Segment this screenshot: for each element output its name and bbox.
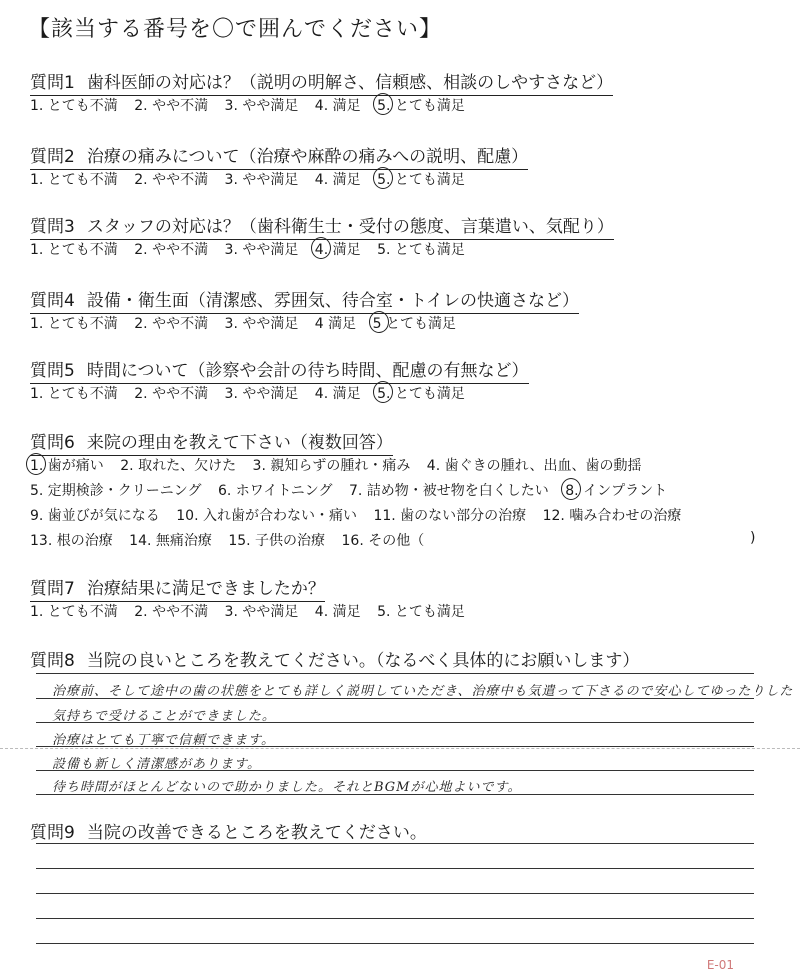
question-2-text: 治療の痛みについて（治療や麻酔の痛みへの説明、配慮）: [86, 147, 529, 167]
question-9-text: 当院の改善できるところを教えてください。: [86, 823, 427, 843]
q2-option-3[interactable]: 3. やや満足: [224, 172, 299, 188]
question-7-number: 質問7: [30, 579, 75, 599]
question-7-options: [30, 601, 477, 621]
q6-row-1: [30, 455, 693, 480]
question-6-options: [30, 455, 693, 555]
q6-option-3[interactable]: 3. 親知らずの腫れ・痛み: [252, 458, 411, 474]
q3-option-1[interactable]: 1. とても不満: [30, 242, 118, 258]
handwritten-answer-line-5: 待ち時間がほとんどないので助かりました。それとBGMが心地よいです。: [52, 780, 522, 795]
question-5-text: 時間について（診察や会計の待ち時間、配慮の有無など）: [86, 361, 529, 381]
selection-circle-mark: [373, 381, 393, 403]
q6-option-1[interactable]: 1. 歯が痛い: [30, 455, 104, 475]
q6-option-12[interactable]: 12. 噛み合わせの治療: [542, 508, 682, 524]
q1-option-5[interactable]: 5. とても満足: [377, 95, 465, 115]
handwritten-answer-line-1: 治療前、そして途中の歯の状態をとても詳しく説明していただき、治療中も気遣って下さるので安心してゆったりした: [52, 684, 794, 699]
q2-option-4[interactable]: 4. 満足: [314, 172, 361, 188]
q3-option-3[interactable]: 3. やや満足: [224, 242, 299, 258]
q5-option-5[interactable]: 5. とても満足: [377, 383, 465, 403]
answer-line: [36, 794, 754, 795]
q6-other-close-paren: ): [750, 530, 756, 546]
question-5-title: [30, 356, 529, 384]
question-1-options: [30, 95, 477, 115]
q5-option-2[interactable]: 2. やや不満: [134, 386, 209, 402]
q6-option-8[interactable]: 8. インプラント: [565, 480, 667, 500]
question-8-title: [30, 646, 639, 671]
q7-option-5[interactable]: 5. とても満足: [377, 604, 465, 620]
q6-option-4[interactable]: 4. 歯ぐきの腫れ、出血、歯の動揺: [426, 458, 642, 474]
q5-option-3[interactable]: 3. やや満足: [224, 386, 299, 402]
question-8-text: 当院の良いところを教えてください。（なるべく具体的にお願いします）: [86, 651, 640, 671]
q5-option-4[interactable]: 4. 満足: [314, 386, 361, 402]
question-3-options: [30, 239, 477, 259]
q4-option-1[interactable]: 1. とても不満: [30, 316, 118, 332]
question-1-text: 歯科医師の対応は？（説明の明解さ、信頼感、相談のしやすさなど）: [86, 73, 614, 93]
question-1-number: 質問1: [30, 73, 75, 93]
q6-option-14[interactable]: 14. 無痛治療: [129, 533, 212, 549]
answer-line: [36, 722, 754, 723]
q6-row-2: [30, 480, 693, 505]
question-4-title: [30, 286, 579, 314]
selection-circle-mark: [369, 311, 389, 333]
q6-option-5[interactable]: 5. 定期検診・クリーニング: [30, 483, 202, 499]
q6-row-4: [30, 530, 693, 555]
selection-circle-mark: [373, 167, 393, 189]
answer-line: [36, 943, 754, 944]
q3-option-4[interactable]: 4. 満足: [315, 239, 361, 259]
q2-option-5[interactable]: 5. とても満足: [377, 169, 465, 189]
q6-option-10[interactable]: 10. 入れ歯が合わない・痛い: [176, 508, 357, 524]
q2-option-1[interactable]: 1. とても不満: [30, 172, 118, 188]
question-2-options: [30, 169, 477, 189]
handwritten-answer-line-4: 設備も新しく清潔感があります。: [52, 757, 261, 772]
page-stamp: E-01: [706, 958, 734, 972]
q7-option-4[interactable]: 4. 満足: [314, 604, 361, 620]
q7-option-3[interactable]: 3. やや満足: [224, 604, 299, 620]
q2-option-2[interactable]: 2. やや不満: [134, 172, 209, 188]
answer-line: [36, 918, 754, 919]
q4-option-5[interactable]: 5 とても満足: [373, 313, 456, 333]
question-7-title: [30, 574, 325, 602]
q3-option-5[interactable]: 5. とても満足: [377, 242, 465, 258]
selection-circle-mark: [311, 237, 331, 259]
answer-line: [36, 698, 754, 699]
question-7-text: 治療結果に満足できましたか？: [86, 579, 325, 599]
question-3-text: スタッフの対応は？（歯科衛生士・受付の態度、言葉遣い、気配り）: [86, 217, 614, 237]
q7-option-1[interactable]: 1. とても不満: [30, 604, 118, 620]
question-6-number: 質問6: [30, 433, 75, 453]
answer-line: [36, 868, 754, 869]
question-4-options: [30, 313, 468, 333]
q6-option-15[interactable]: 15. 子供の治療: [228, 533, 326, 549]
question-6-title: [30, 428, 393, 456]
selection-circle-mark: [26, 453, 46, 475]
question-2-title: [30, 142, 528, 170]
question-3-number: 質問3: [30, 217, 75, 237]
question-9-number: 質問9: [30, 823, 75, 843]
q6-option-2[interactable]: 2. 取れた、欠けた: [120, 458, 237, 474]
q6-option-16[interactable]: 16. その他（: [341, 533, 425, 549]
question-2-number: 質問2: [30, 147, 75, 167]
question-5-options: [30, 383, 477, 403]
question-4-number: 質問4: [30, 291, 75, 311]
handwritten-answer-line-3: 治療はとても丁寧で信頼できます。: [52, 733, 275, 748]
q6-option-9[interactable]: 9. 歯並びが気になる: [30, 508, 160, 524]
q6-option-6[interactable]: 6. ホワイトニング: [217, 483, 333, 499]
q4-option-3[interactable]: 3. やや満足: [224, 316, 299, 332]
q6-option-7[interactable]: 7. 詰め物・被せ物を白くしたい: [349, 483, 549, 499]
answer-line: [36, 893, 754, 894]
question-9-title: [30, 818, 427, 843]
q4-option-2[interactable]: 2. やや不満: [134, 316, 209, 332]
q6-option-13[interactable]: 13. 根の治療: [30, 533, 113, 549]
question-4-text: 設備・衛生面（清潔感、雰囲気、待合室・トイレの快適さなど）: [86, 291, 579, 311]
question-3-title: [30, 212, 614, 240]
answer-line: [36, 843, 754, 844]
question-8-number: 質問8: [30, 651, 75, 671]
q6-row-3: [30, 505, 693, 530]
q7-option-2[interactable]: 2. やや不満: [134, 604, 209, 620]
scan-fold-line: [0, 748, 800, 749]
answer-line: [36, 770, 754, 771]
q5-option-1[interactable]: 1. とても不満: [30, 386, 118, 402]
q6-option-11[interactable]: 11. 歯のない部分の治療: [373, 508, 527, 524]
answer-line: [36, 746, 754, 747]
q1-option-1[interactable]: 1. とても不満: [30, 98, 118, 114]
q1-option-2[interactable]: 2. やや不満: [134, 98, 209, 114]
question-1-title: [30, 68, 613, 96]
selection-circle-mark: [373, 93, 393, 115]
q1-option-3[interactable]: 3. やや満足: [224, 98, 299, 114]
q1-option-4[interactable]: 4. 満足: [314, 98, 361, 114]
question-6-text: 来院の理由を教えて下さい（複数回答）: [86, 433, 393, 453]
q3-option-2[interactable]: 2. やや不満: [134, 242, 209, 258]
q4-option-4[interactable]: 4 満足: [314, 316, 357, 332]
page-header: 【該当する番号を〇で囲んでください】: [28, 17, 443, 42]
question-5-number: 質問5: [30, 361, 75, 381]
answer-line: [36, 673, 754, 674]
handwritten-answer-line-2: 気持ちで受けることができました。: [52, 709, 276, 724]
